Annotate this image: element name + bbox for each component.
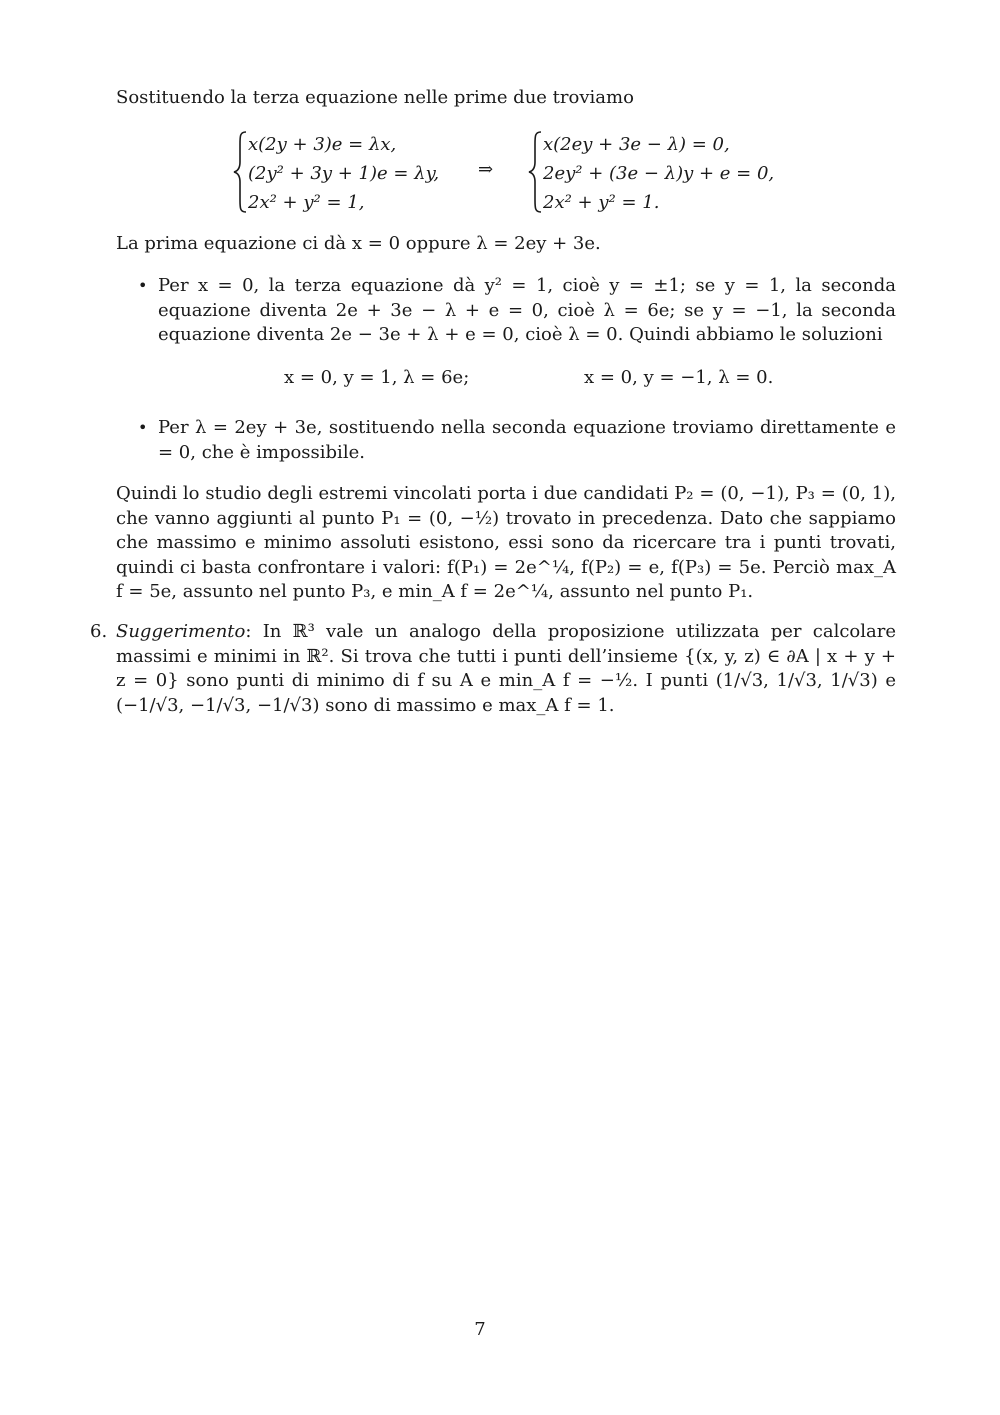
bullet-icon: •	[138, 418, 148, 437]
item-number: 6.	[90, 621, 108, 642]
system-left-line-1: x(2y + 3)e = λx,	[248, 134, 397, 155]
bullet-icon: •	[138, 276, 148, 295]
conclusion-paragraph: Quindi lo studio degli estremi vincolati porta i due candidati P₂ = (0, −1), P₃ = (0, 1), che vanno aggiunti al punto P₁ = (0, −½) trovato in precedenza. Dato che sappiamo che massimo e minimo assoluti esistono, essi sono da ricercare tra i punti trovati, quindi ci basta confrontare i valori: f(P₁) = 2e^¼, f(P₂) = e, f(P₃) = 5e. Perciò max_A f = 5e, assunto nel punto P₃, e min_A f = 2e^¼, assunto nel punto P₁.	[116, 483, 896, 603]
solution-1: x = 0, y = 1, λ = 6e;	[284, 367, 470, 388]
case-x-zero: Per x = 0, la terza equazione dà y² = 1, cioè y = ±1; se y = 1, la seconda equazione diventa 2e + 3e − λ + e = 0, cioè λ = 6e; se y = −1, la seconda equazione diventa 2e − 3e + λ + e = 0, cioè λ = 0. Quindi abbiamo le soluzioni	[158, 275, 896, 346]
system-left-line-2: (2y² + 3y + 1)e = λy,	[248, 163, 440, 184]
first-equation-paragraph: La prima equazione ci dà x = 0 oppure λ = 2ey + 3e.	[116, 233, 601, 254]
left-brace-icon	[232, 130, 248, 214]
system-right-line-3: 2x² + y² = 1.	[543, 192, 660, 213]
item-6-text: In ℝ³ vale un analogo della proposizione utilizzata per calcolare massimi e minimi in ℝ². Si trova che tutti i punti dell’insieme {(x, y, z) ∈ ∂A | x + y + z = 0} sono punti di minimo di f su A e min_A f = −½. I punti (1/√3, 1/√3, 1/√3) e (−1/√3, −1/√3, −1/√3) sono di massimo e max_A f = 1.	[116, 621, 896, 716]
implies-arrow: ⇒	[478, 159, 494, 180]
item-6-label: Suggerimento	[116, 621, 246, 642]
page-number: 7	[474, 1319, 486, 1340]
system-right-line-1: x(2ey + 3e − λ) = 0,	[543, 134, 730, 155]
intro-paragraph: Sostituendo la terza equazione nelle prime due troviamo	[116, 87, 634, 108]
solution-2: x = 0, y = −1, λ = 0.	[584, 367, 774, 388]
system-right-line-2: 2ey² + (3e − λ)y + e = 0,	[543, 163, 775, 184]
item-6-paragraph: Suggerimento: In ℝ³ vale un analogo della proposizione utilizzata per calcolare massimi e minimi in ℝ². Si trova che tutti i punti dell’insieme {(x, y, z) ∈ ∂A | x + y + z = 0} sono punti di minimo di f su A e min_A f = −½. I punti (1/√3, 1/√3, 1/√3) e (−1/√3, −1/√3, −1/√3) sono di massimo e max_A f = 1.	[116, 621, 896, 716]
case-lambda: Per λ = 2ey + 3e, sostituendo nella seconda equazione troviamo direttamente e = 0, che è impossibile.	[158, 417, 896, 463]
left-brace-icon	[527, 130, 543, 214]
system-left-line-3: 2x² + y² = 1,	[248, 192, 365, 213]
